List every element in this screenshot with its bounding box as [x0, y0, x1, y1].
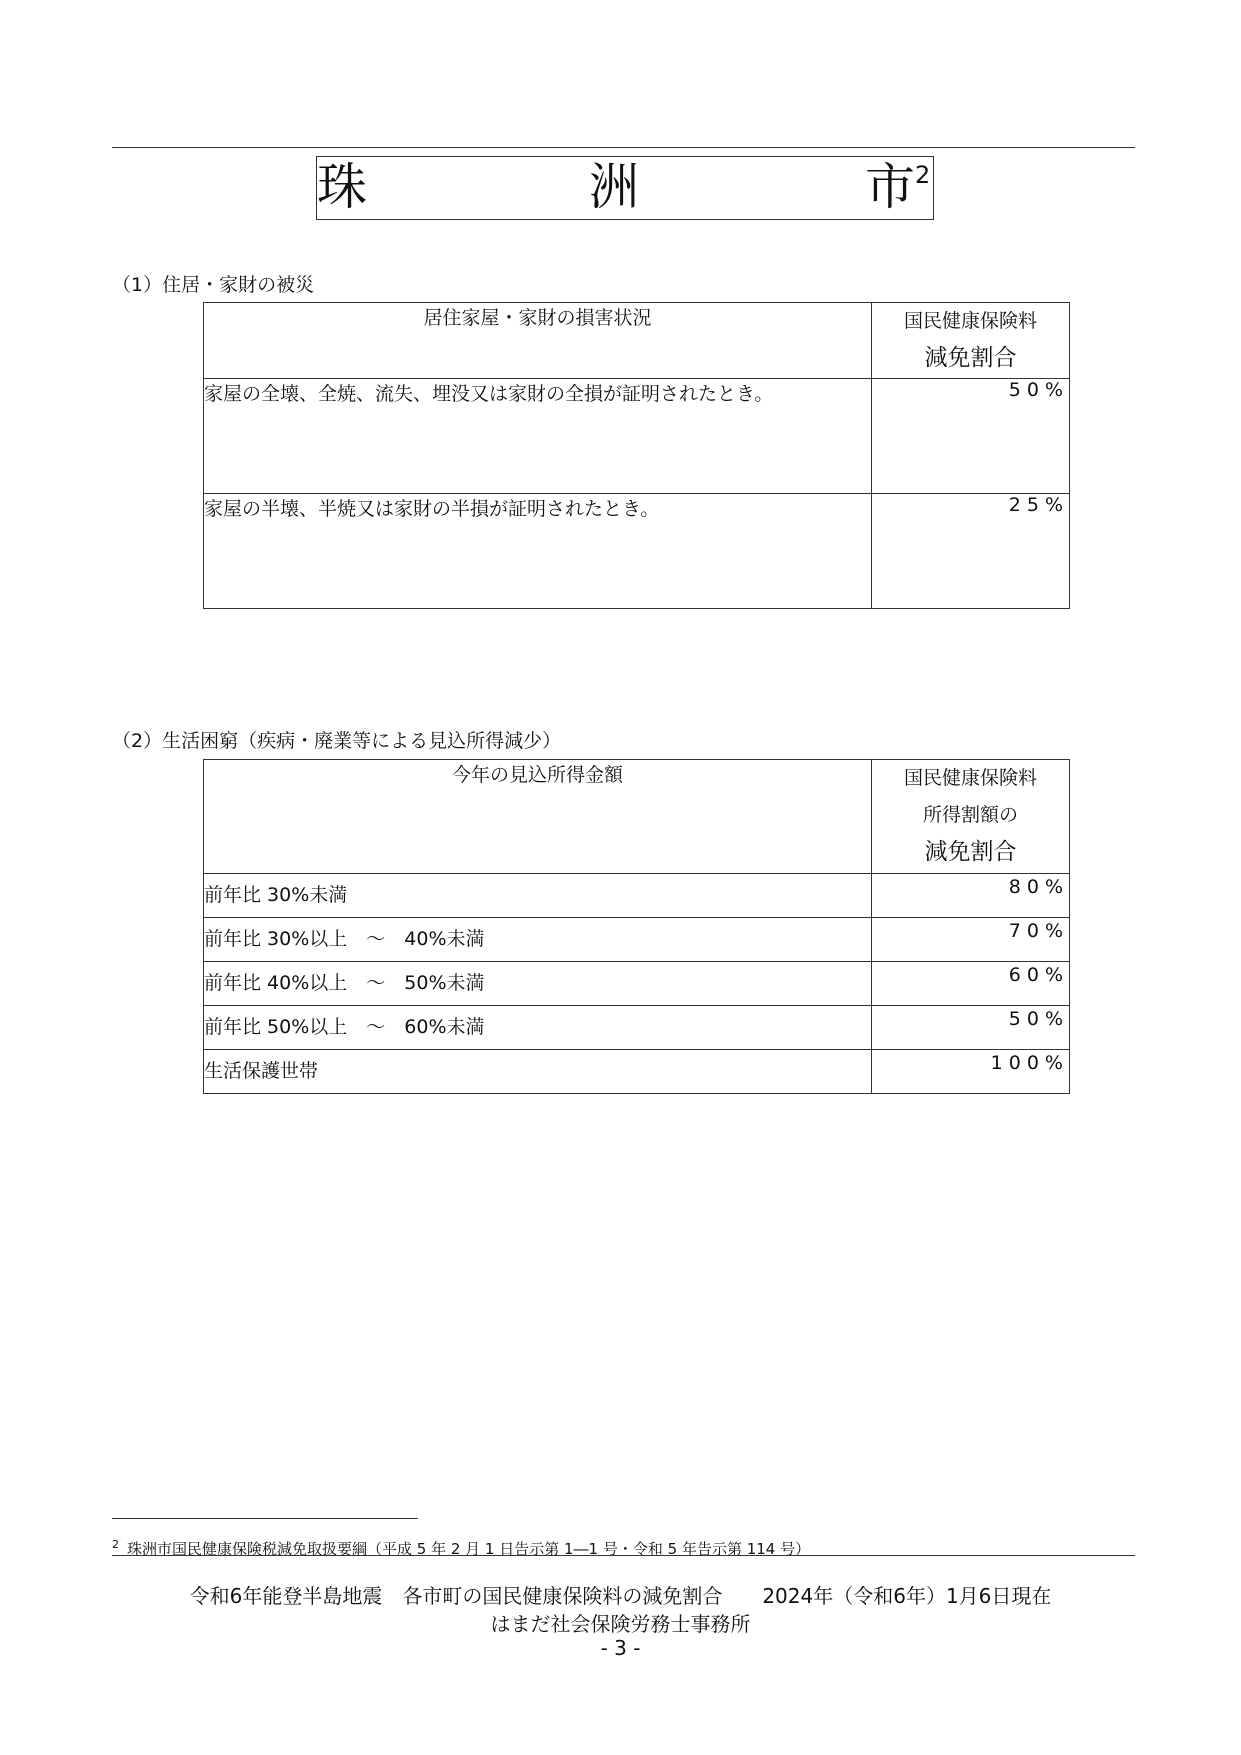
section2-heading: （2）生活困窮（疾病・廃業等による見込所得減少） — [112, 730, 562, 752]
footer-rule — [112, 1555, 1135, 1556]
footnote-divider — [112, 1518, 418, 1519]
row-value: 25% — [872, 494, 1070, 609]
header-reduction-rate — [872, 303, 1070, 379]
row-label: 家屋の全壊、全焼、流失、埋没又は家財の全損が証明されたとき。 — [204, 379, 872, 494]
title-char-1: 珠 — [317, 158, 367, 216]
table-header-row — [204, 303, 1070, 379]
footer-line-2: はまだ社会保険労務士事務所 — [490, 1612, 751, 1636]
row-value: 50% — [872, 1006, 1070, 1050]
footnote-mark: 2 — [112, 1538, 119, 1551]
row-value: 70% — [872, 918, 1070, 962]
header-line-2: 減免割合 — [924, 345, 1017, 371]
row-value: 60% — [872, 962, 1070, 1006]
table-row — [204, 874, 1070, 918]
table-row — [204, 1006, 1070, 1050]
header-reduction-rate — [872, 760, 1070, 874]
footer-line-1: 令和6年能登半島地震 各市町の国民健康保険料の減免割合 2024年（令和6年）1月6日現在 — [189, 1584, 1052, 1608]
table-row — [204, 379, 1070, 494]
table-row — [204, 962, 1070, 1006]
table-row — [204, 1050, 1070, 1094]
section1-heading: （1）住居・家財の被災 — [112, 274, 315, 296]
page-number: - 3 - — [600, 1636, 641, 1660]
header-line-3: 減免割合 — [924, 839, 1017, 865]
table-row — [204, 494, 1070, 609]
header-line-1: 国民健康保険料 — [903, 310, 1037, 332]
header-income-estimate: 今年の見込所得金額 — [204, 760, 872, 874]
footnote-text: 珠洲市国民健康保険税減免取扱要綱（平成 5 年 2 月 1 日告示第 1―1 号・令和 5 年告示第 114 号） — [127, 1540, 811, 1558]
row-label: 前年比 40%以上 ～ 50%未満 — [204, 962, 872, 1006]
income-table — [203, 759, 1070, 1094]
damage-table — [203, 302, 1070, 609]
city-title-box — [316, 156, 934, 220]
header-line-2: 所得割額の — [922, 804, 1018, 826]
header-damage-condition: 居住家屋・家財の損害状況 — [204, 303, 872, 379]
table-row — [204, 918, 1070, 962]
row-label: 前年比 50%以上 ～ 60%未満 — [204, 1006, 872, 1050]
row-label: 前年比 30%以上 ～ 40%未満 — [204, 918, 872, 962]
row-value: 100% — [872, 1050, 1070, 1094]
table-header-row — [204, 760, 1070, 874]
header-line-1: 国民健康保険料 — [903, 767, 1037, 789]
title-char-2: 洲 — [589, 158, 639, 216]
title-footnote-ref[interactable]: 2 — [915, 161, 931, 189]
row-label: 前年比 30%未満 — [204, 874, 872, 918]
row-label: 生活保護世帯 — [204, 1050, 872, 1094]
title-char-3: 市 — [865, 158, 915, 216]
row-value: 80% — [872, 874, 1070, 918]
row-label: 家屋の半壊、半焼又は家財の半損が証明されたとき。 — [204, 494, 872, 609]
row-value: 50% — [872, 379, 1070, 494]
top-rule — [112, 147, 1135, 148]
